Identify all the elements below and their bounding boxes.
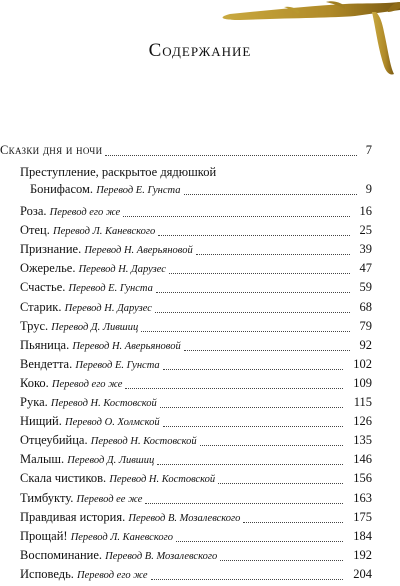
dot-leader	[160, 387, 343, 408]
dot-leader	[163, 406, 343, 427]
page-title: Содержание	[148, 40, 252, 61]
page-number: 146	[353, 452, 372, 467]
dot-leader	[163, 349, 343, 370]
dot-leader	[125, 368, 343, 389]
page-number: 102	[353, 356, 372, 371]
dot-leader	[151, 559, 343, 580]
entry-name: Ожерелье.	[20, 261, 79, 276]
toc-entry-title	[20, 564, 148, 586]
dot-leader	[105, 135, 357, 156]
dot-leader	[156, 272, 350, 293]
dot-leader	[158, 215, 350, 236]
translator: Перевод В. Мозалевского	[128, 512, 241, 524]
page-number: 9	[365, 182, 372, 196]
page-number: 7	[365, 143, 372, 157]
dot-leader	[123, 196, 350, 217]
toc-entry-title	[0, 140, 102, 160]
page-number: 47	[359, 261, 372, 276]
dot-leader	[155, 292, 350, 313]
entry-name: Признание.	[20, 242, 85, 257]
entry-name: Отец.	[20, 223, 53, 238]
dot-leader	[218, 463, 343, 484]
translator: Перевод Д. Лившиц	[51, 321, 139, 333]
toc-entry-title-line1: Преступление, раскрытое дядюшкой	[20, 165, 217, 179]
entry-name: Старик.	[20, 299, 65, 314]
entry-name: Нищий.	[20, 414, 65, 429]
page-number: 25	[359, 223, 372, 238]
dot-leader	[243, 502, 343, 523]
dot-leader	[184, 330, 350, 351]
page-number: 16	[359, 204, 372, 218]
translator: Перевод Н. Аверьяновой	[84, 245, 193, 257]
entry-name: Рука.	[20, 395, 51, 409]
page-number: 204	[353, 566, 372, 581]
translator: Перевод его же	[49, 207, 121, 218]
entry-name: Правдивая история.	[20, 509, 129, 524]
page-number: 39	[359, 242, 372, 257]
entry-name: Воспоминание.	[20, 547, 106, 562]
page-number: 59	[359, 280, 372, 295]
page-number: 79	[359, 318, 372, 333]
translator: Перевод ее же	[76, 493, 143, 505]
translator: Перевод Н. Костовской	[90, 436, 197, 448]
page-number: 135	[353, 433, 372, 448]
translator: Перевод Л. Каневского	[52, 226, 156, 238]
translator: Перевод В. Мозалевского	[105, 550, 218, 562]
translator: Перевод Н. Костовской	[109, 474, 216, 486]
entry-name: Счастье.	[20, 280, 69, 295]
page-number: 163	[353, 490, 372, 505]
translator: Перевод Н. Дарузес	[64, 302, 152, 314]
translator: Перевод Н. Костовской	[50, 398, 157, 409]
dot-leader	[196, 234, 350, 255]
entry-name: Отцеубийца.	[20, 433, 91, 448]
translator: Перевод Е. Гунста	[75, 359, 160, 371]
translator: Перевод Л. Каневского	[70, 531, 173, 543]
page-number: 126	[353, 414, 372, 429]
page-number: 92	[359, 337, 372, 352]
section-heading: Сказки дня и ночи	[0, 143, 103, 157]
entry-name: Прощай!	[20, 528, 71, 543]
translator: Перевод его же	[77, 569, 148, 581]
translator: Перевод О. Холмской	[64, 417, 160, 429]
page-number: 115	[353, 395, 372, 409]
page-number: 184	[353, 528, 372, 543]
entry-name: Трус.	[20, 318, 52, 333]
entry-name: Тимбукту.	[20, 490, 77, 505]
dot-leader	[176, 521, 343, 542]
entry-name: Бонифасом.	[30, 182, 97, 196]
translator: Перевод Н. Дарузес	[78, 264, 166, 276]
translator: Перевод Е. Гунста	[68, 283, 153, 295]
entry-name: Малыш.	[20, 452, 68, 467]
dot-leader	[184, 174, 358, 195]
page-number: 109	[353, 375, 372, 390]
translator: Перевод Д. Лившиц	[67, 455, 155, 467]
page-number: 175	[353, 509, 372, 524]
entry-name: Коко.	[20, 375, 52, 390]
toc-entry-row[interactable]	[0, 564, 400, 584]
entry-name: Роза.	[20, 204, 50, 218]
entry-name: Вендетта.	[20, 356, 76, 371]
entry-name: Пьяница.	[20, 337, 73, 352]
dot-leader	[200, 425, 343, 446]
translator: Перевод Е. Гунста	[96, 185, 181, 196]
dot-leader	[141, 311, 350, 332]
entry-name: Скала чистиков.	[20, 471, 110, 486]
entry-name: Исповедь.	[20, 566, 78, 581]
dot-leader	[220, 540, 343, 561]
translator: Перевод Н. Аверьяновой	[72, 340, 181, 352]
toc-section-row[interactable]	[0, 140, 400, 160]
dot-leader	[157, 444, 343, 465]
dot-leader	[145, 483, 343, 504]
translator: Перевод его же	[51, 378, 123, 390]
dot-leader	[169, 253, 350, 274]
page-number: 192	[353, 547, 372, 562]
page-number: 68	[359, 299, 372, 314]
page-number: 156	[353, 471, 372, 486]
